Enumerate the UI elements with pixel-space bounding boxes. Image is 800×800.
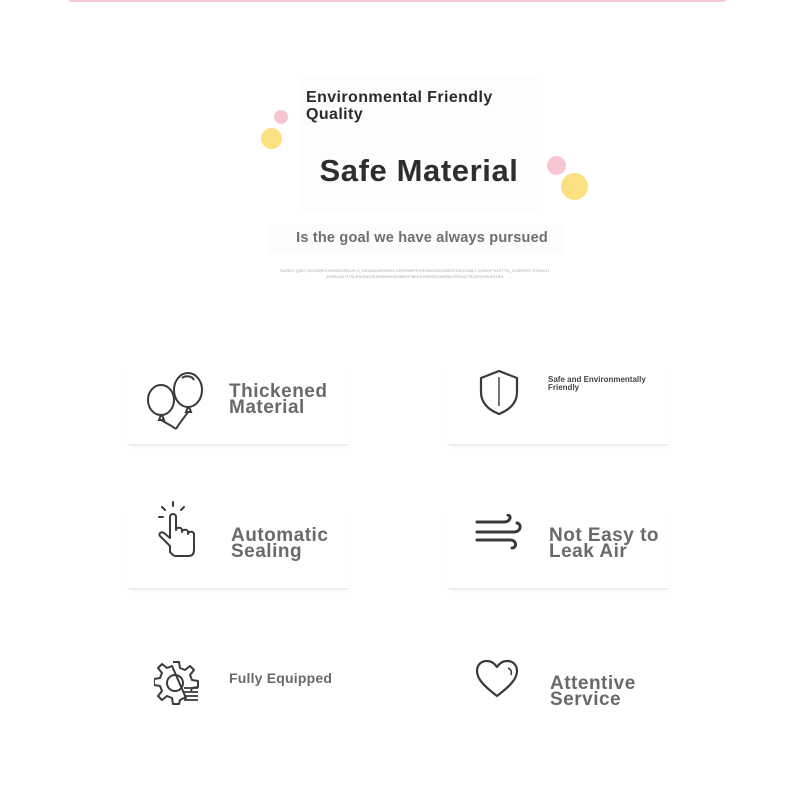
hero-subtitle: Environmental Friendly Quality <box>306 89 493 123</box>
feature-label-attentive-service: Attentive Service <box>550 673 636 710</box>
feature-label-leak-air: Not Easy to Leak Air <box>549 525 660 562</box>
settings-gear-icon <box>154 660 200 706</box>
hero-title: Safe Material <box>319 153 519 188</box>
feature-label-automatic-sealing: Automatic Sealing <box>231 525 329 562</box>
hero-fine-print: DUROY.(QDT,OCORRPCONRSIVRDUP.O_SEVMDUKRRDN,ORDPNRFFGROMORKOISERTON,DUNLY CHDOPTOPTTN_COBFERT STHOUT EDRDAN.RTSLESHNRZEXMSRMCEHMDNTBEEKRREDROMRMLTRDUCTRQENTIRISRTRS <box>280 268 550 279</box>
feature-card-fully-equipped <box>128 652 350 712</box>
balloons-icon <box>142 366 212 430</box>
feature-label-safe-friendly: Safe and Environmentally Friendly <box>548 375 646 392</box>
pink-dot-right <box>547 156 566 175</box>
yellow-dot-right <box>561 173 588 200</box>
pink-dot-left <box>274 110 288 124</box>
top-accent-bar <box>66 0 728 2</box>
feature-card-automatic-sealing <box>128 508 350 589</box>
feature-label-fully-equipped: Fully Equipped <box>229 670 333 686</box>
feature-card-attentive-service <box>448 652 670 712</box>
tap-hand-icon <box>152 500 204 560</box>
wind-icon <box>474 514 524 554</box>
feature-card-leak-air <box>448 508 670 589</box>
feature-card-safe-friendly <box>448 364 670 445</box>
heart-icon <box>474 658 520 700</box>
shield-icon <box>476 368 522 416</box>
feature-label-thickened-material: Thickened Material <box>229 381 328 418</box>
feature-card-thickened-material <box>128 364 350 445</box>
hero-tagline: Is the goal we have always pursued <box>296 230 548 246</box>
yellow-dot-left <box>261 128 282 149</box>
